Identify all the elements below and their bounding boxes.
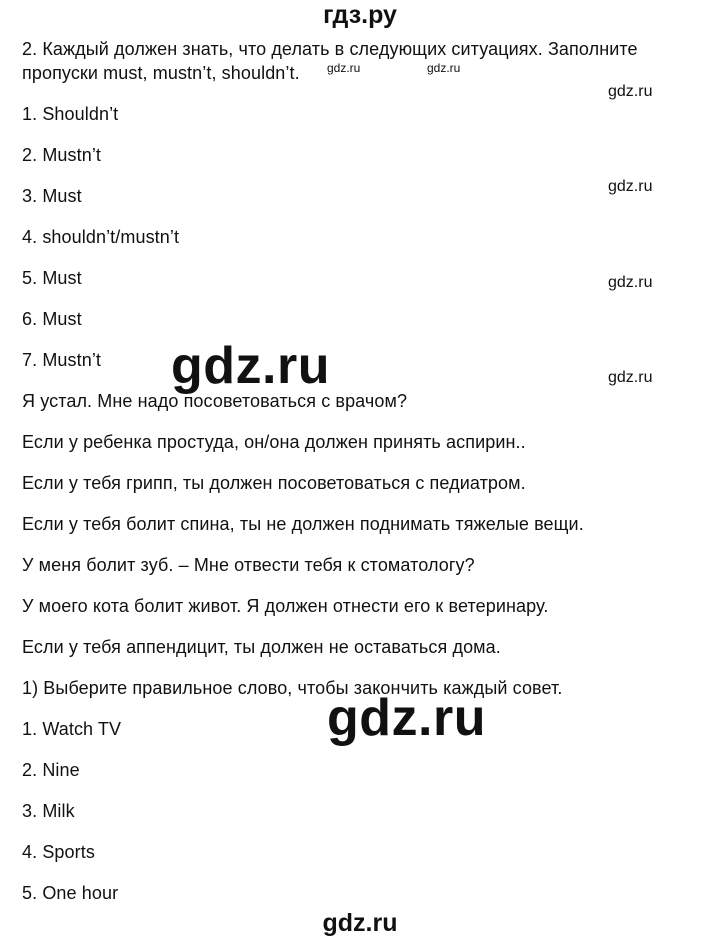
answer-line: 3. Milk: [22, 801, 75, 821]
translation-line: У меня болит зуб. – Мне отвести тебя к стоматологу?: [22, 555, 475, 575]
task-instruction-line-2: пропуски must, mustn’t, shouldn’t.: [22, 63, 300, 83]
answer-line: 1. Shouldn’t: [22, 104, 119, 124]
answer-line: 4. Sports: [22, 842, 95, 862]
answer-line: 4. shouldn’t/mustn’t: [22, 227, 180, 247]
watermark-large: gdz.ru: [171, 337, 330, 395]
translation-line: Если у тебя болит спина, ты не должен поднимать тяжелые вещи.: [22, 514, 584, 534]
footer-watermark: gdz.ru: [322, 909, 398, 937]
answer-line: 7. Mustn’t: [22, 350, 102, 370]
translation-line: Я устал. Мне надо посоветоваться с врачом?: [22, 391, 408, 411]
watermark: gdz.ru: [608, 83, 653, 100]
watermark: gdz.ru: [608, 178, 653, 195]
answer-line: 2. Nine: [22, 760, 80, 780]
translation-line: Если у тебя грипп, ты должен посоветоваться с педиатром.: [22, 473, 526, 493]
task-instruction-line-1: 2. Каждый должен знать, что делать в следующих ситуациях. Заполните: [22, 39, 638, 59]
watermark: gdz.ru: [427, 61, 461, 75]
answer-line: 2. Mustn’t: [22, 145, 102, 165]
watermark: gdz.ru: [608, 274, 653, 291]
answer-line: 1. Watch TV: [22, 719, 122, 739]
answer-line: 6. Must: [22, 309, 82, 329]
translation-line: Если у ребенка простуда, он/она должен принять аспирин..: [22, 432, 526, 452]
watermark: gdz.ru: [608, 369, 653, 386]
answer-line: 5. Must: [22, 268, 82, 288]
watermark: gdz.ru: [327, 61, 361, 75]
task2-instruction: 1) Выберите правильное слово, чтобы закончить каждый совет.: [22, 678, 563, 698]
translation-line: Если у тебя аппендицит, ты должен не оставаться дома.: [22, 637, 501, 657]
translation-line: У моего кота болит живот. Я должен отнести его к ветеринару.: [22, 596, 549, 616]
answer-line: 3. Must: [22, 186, 82, 206]
watermark-large: gdz.ru: [327, 689, 486, 747]
page-title: гдз.ру: [323, 1, 397, 29]
answer-line: 5. One hour: [22, 883, 119, 903]
